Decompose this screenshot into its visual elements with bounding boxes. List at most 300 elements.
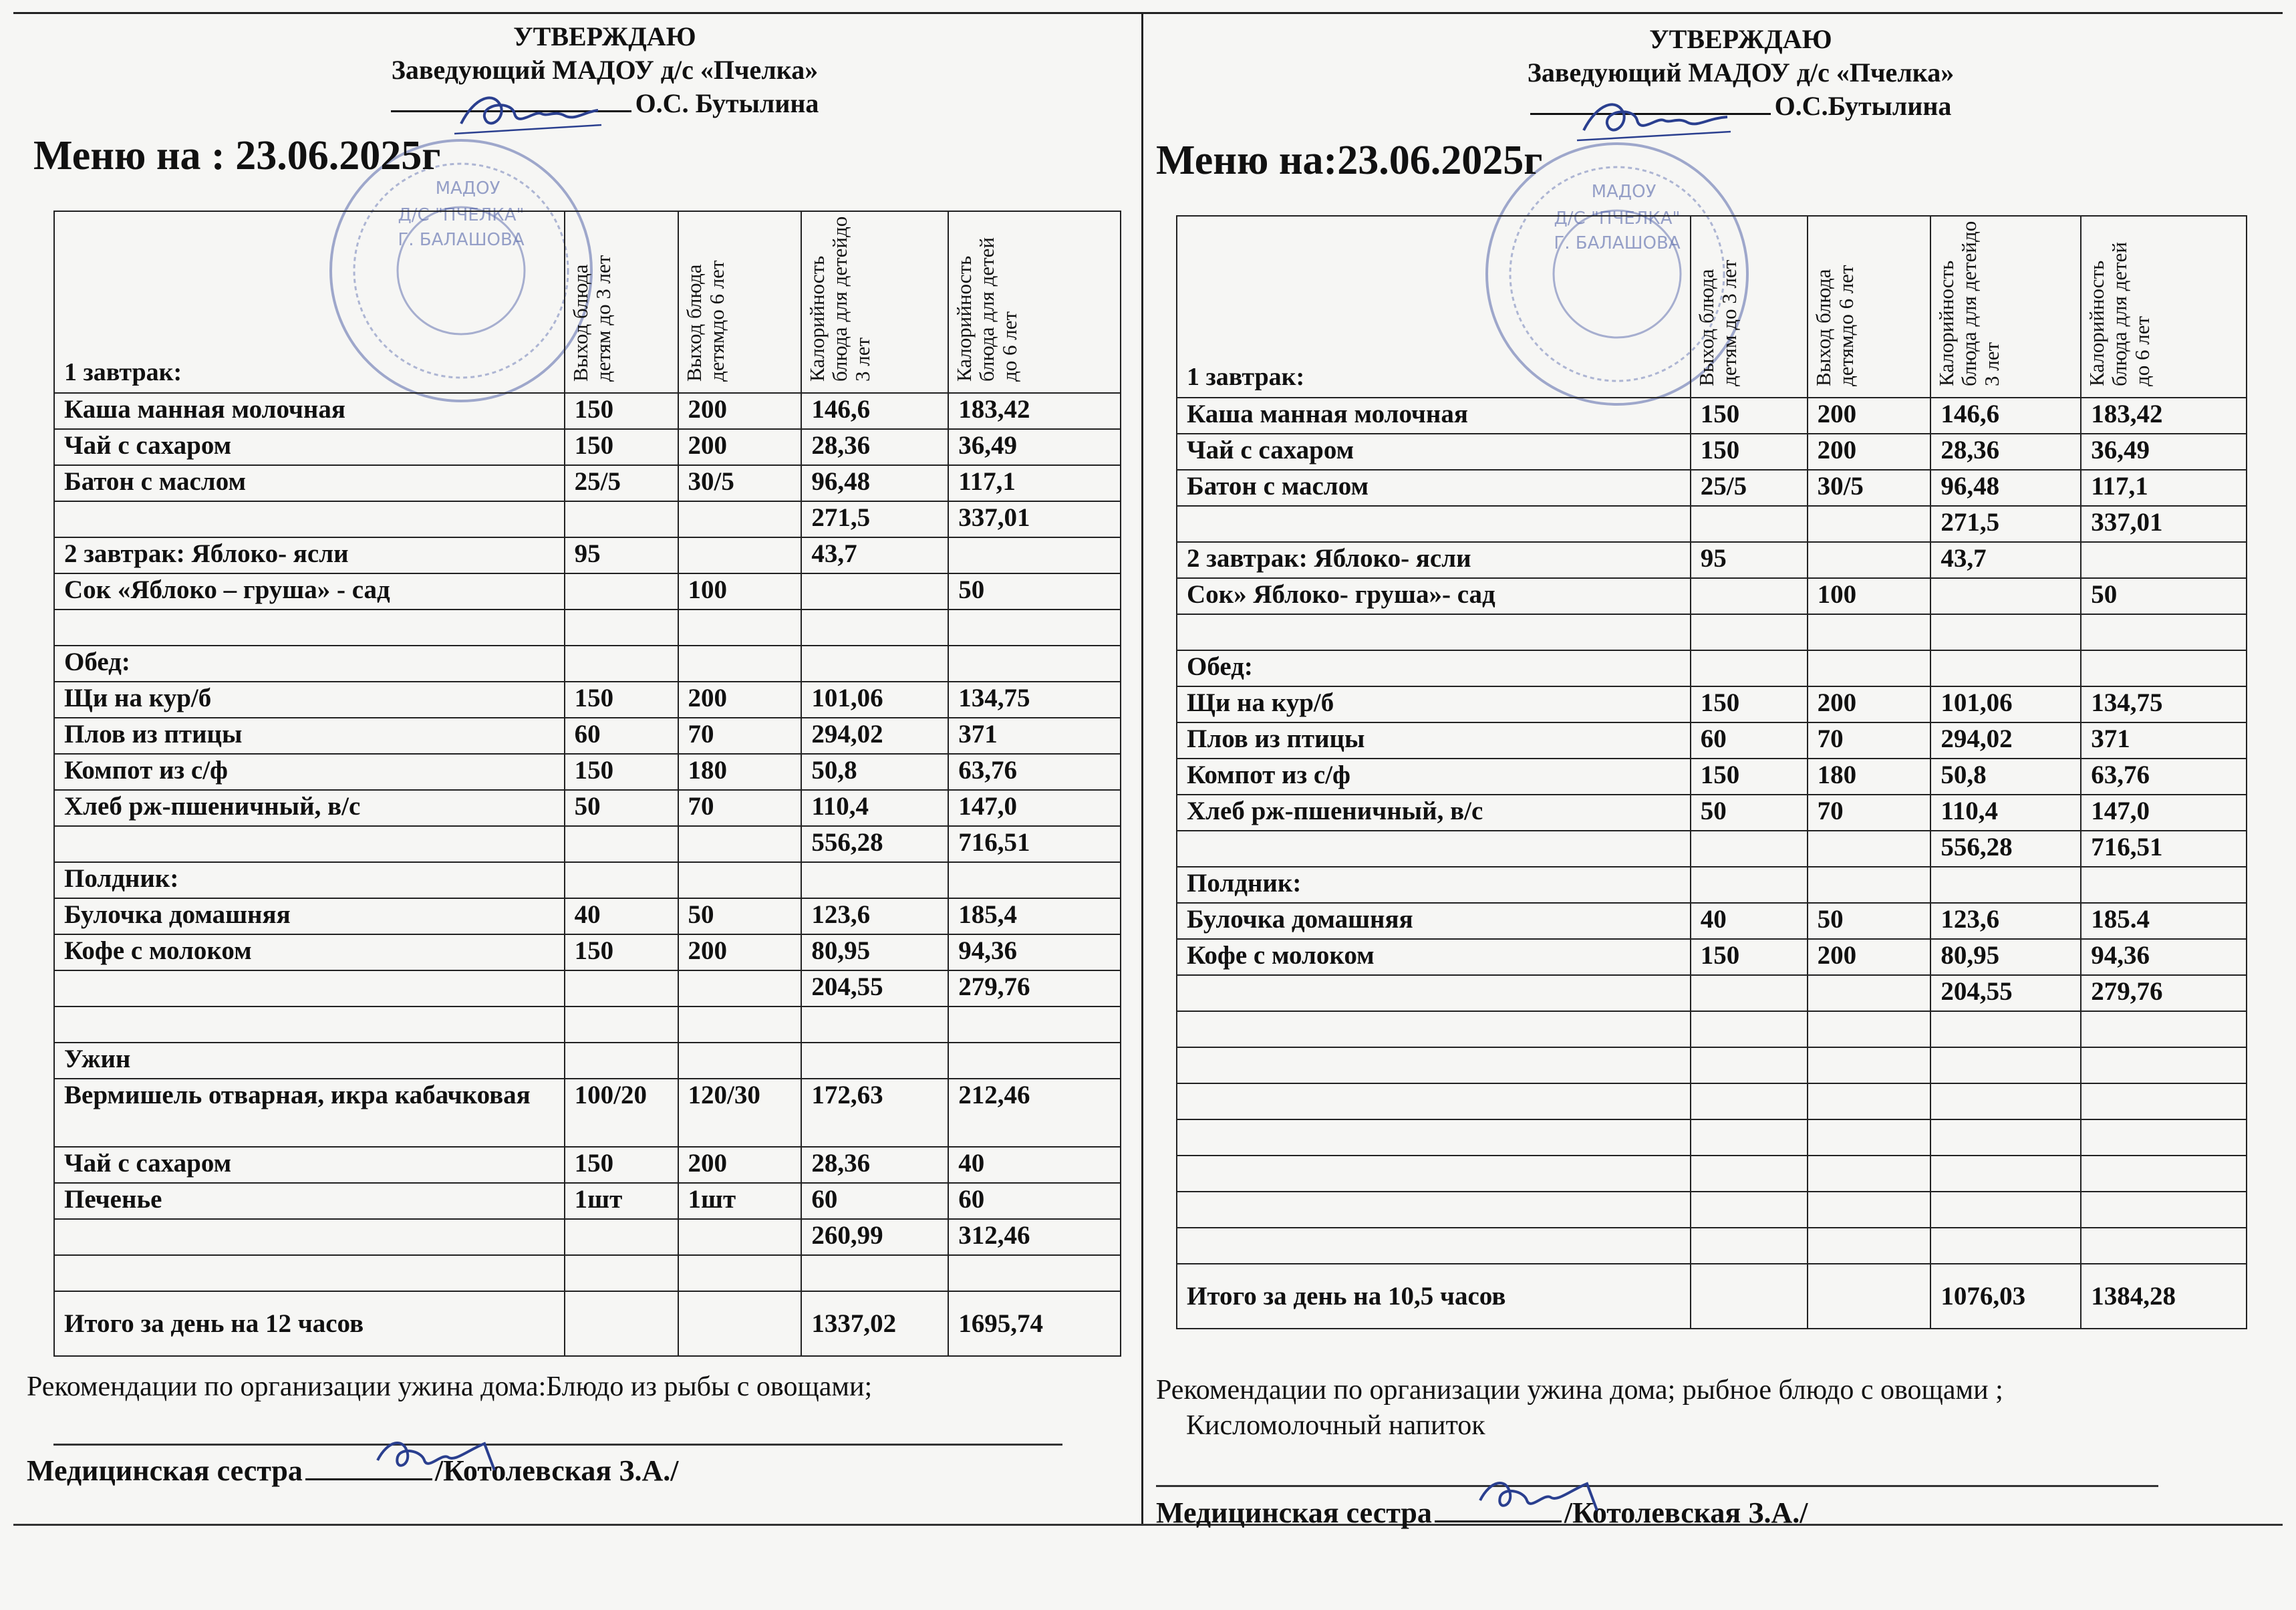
table-row bbox=[54, 1007, 1121, 1043]
value-cell bbox=[1691, 831, 1808, 867]
value-cell: 150 bbox=[565, 934, 678, 970]
menu-table bbox=[1176, 215, 2247, 1329]
column-header: Калорийность блюда для детей до 6 лет bbox=[948, 211, 1121, 393]
value-cell bbox=[801, 610, 948, 646]
value-cell bbox=[2081, 542, 2247, 578]
dish-name-cell: Хлеб рж-пшеничный, в/с bbox=[1177, 795, 1691, 831]
dish-name-cell bbox=[1177, 1011, 1691, 1047]
value-cell: 337,01 bbox=[2081, 506, 2247, 542]
value-cell bbox=[1930, 1192, 2081, 1228]
value-cell: 185.4 bbox=[2081, 903, 2247, 939]
nurse-signature-block bbox=[27, 1452, 678, 1488]
value-cell bbox=[1691, 650, 1808, 686]
table-row bbox=[54, 573, 1121, 610]
table-row bbox=[54, 718, 1121, 754]
value-cell bbox=[948, 610, 1121, 646]
table-row bbox=[54, 501, 1121, 537]
value-cell bbox=[565, 1219, 678, 1255]
value-cell: 150 bbox=[565, 754, 678, 790]
table-row bbox=[54, 393, 1121, 429]
value-cell: 80,95 bbox=[1930, 939, 2081, 975]
value-cell bbox=[678, 1255, 802, 1291]
value-cell bbox=[1808, 1192, 1931, 1228]
value-cell: 50 bbox=[948, 573, 1121, 610]
value-cell: 146,6 bbox=[1930, 398, 2081, 434]
value-cell bbox=[1691, 1228, 1808, 1264]
value-cell: 294,02 bbox=[1930, 722, 2081, 759]
value-cell: 150 bbox=[565, 1147, 678, 1183]
value-cell: 25/5 bbox=[565, 465, 678, 501]
dish-name-cell: Каша манная молочная bbox=[54, 393, 565, 429]
table-row bbox=[1177, 831, 2247, 867]
value-cell bbox=[1691, 506, 1808, 542]
dish-name-cell bbox=[1177, 1083, 1691, 1119]
value-cell: 60 bbox=[801, 1183, 948, 1219]
value-cell: 96,48 bbox=[1930, 470, 2081, 506]
column-header: Калорийность блюда для детей до 6 лет bbox=[2081, 216, 2247, 398]
value-cell: 63,76 bbox=[2081, 759, 2247, 795]
value-cell: 180 bbox=[1808, 759, 1931, 795]
dish-name-cell: Сок» Яблоко- груша»- сад bbox=[1177, 578, 1691, 614]
value-cell bbox=[801, 1255, 948, 1291]
seal-line-1: МАДОУ bbox=[435, 178, 500, 198]
value-cell: 117,1 bbox=[948, 465, 1121, 501]
value-cell: 110,4 bbox=[1930, 795, 2081, 831]
value-cell bbox=[2081, 614, 2247, 650]
dish-name-cell: Булочка домашняя bbox=[1177, 903, 1691, 939]
dish-name-cell bbox=[54, 1255, 565, 1291]
value-cell: 185,4 bbox=[948, 898, 1121, 934]
daily-total-row bbox=[54, 1291, 1121, 1356]
value-cell bbox=[1691, 1011, 1808, 1047]
dish-name-cell: Чай с сахаром bbox=[1177, 434, 1691, 470]
value-cell: 50 bbox=[678, 898, 802, 934]
value-cell: 50 bbox=[2081, 578, 2247, 614]
value-cell: 123,6 bbox=[801, 898, 948, 934]
value-cell: 1шт bbox=[565, 1183, 678, 1219]
value-cell: 200 bbox=[678, 934, 802, 970]
value-cell: 28,36 bbox=[1930, 434, 2081, 470]
value-cell: 716,51 bbox=[2081, 831, 2247, 867]
table-row bbox=[54, 1079, 1121, 1147]
value-cell: 70 bbox=[678, 790, 802, 826]
value-cell: 150 bbox=[1691, 939, 1808, 975]
value-cell: 60 bbox=[1691, 722, 1808, 759]
value-cell bbox=[565, 826, 678, 862]
value-cell bbox=[1808, 1119, 1931, 1156]
value-cell bbox=[1691, 867, 1808, 903]
value-cell: 260,99 bbox=[801, 1219, 948, 1255]
value-cell: 95 bbox=[1691, 542, 1808, 578]
table-row bbox=[54, 682, 1121, 718]
value-cell: 36,49 bbox=[2081, 434, 2247, 470]
value-cell bbox=[1691, 1156, 1808, 1192]
value-cell: 101,06 bbox=[1930, 686, 2081, 722]
seal-line-2: Д/С "ПЧЕЛКА" bbox=[398, 205, 525, 225]
value-cell bbox=[948, 1255, 1121, 1291]
table-row bbox=[54, 429, 1121, 465]
value-cell bbox=[678, 970, 802, 1007]
dish-name-cell: Хлеб рж-пшеничный, в/с bbox=[54, 790, 565, 826]
value-cell bbox=[565, 970, 678, 1007]
value-cell: 40 bbox=[1691, 903, 1808, 939]
table-header-row bbox=[54, 211, 1121, 393]
value-cell: 50 bbox=[565, 790, 678, 826]
dish-name-cell bbox=[1177, 506, 1691, 542]
dish-name-cell: Полдник: bbox=[1177, 867, 1691, 903]
table-row bbox=[54, 465, 1121, 501]
table-row bbox=[54, 1219, 1121, 1255]
column-header: Выход блюда детям до 3 лет bbox=[1691, 216, 1808, 398]
dish-name-cell: Щи на кур/б bbox=[54, 682, 565, 718]
value-cell: 150 bbox=[565, 393, 678, 429]
value-cell: 96,48 bbox=[801, 465, 948, 501]
value-cell bbox=[2081, 1011, 2247, 1047]
total-label-cell: Итого за день на 10,5 часов bbox=[1177, 1264, 1691, 1329]
dish-name-cell bbox=[54, 970, 565, 1007]
approver-name: О.С. Бутылина bbox=[635, 88, 819, 118]
dish-name-cell bbox=[1177, 1228, 1691, 1264]
value-cell: 150 bbox=[1691, 759, 1808, 795]
total-value-cell: 1337,02 bbox=[801, 1291, 948, 1356]
value-cell bbox=[948, 537, 1121, 573]
table-row bbox=[1177, 1047, 2247, 1083]
seal-line-3: Г. БАЛАШОВА bbox=[398, 230, 525, 250]
value-cell bbox=[565, 862, 678, 898]
value-cell: 50 bbox=[1691, 795, 1808, 831]
table-row bbox=[54, 970, 1121, 1007]
top-border-line bbox=[13, 12, 2283, 14]
approval-position: Заведующий МАДОУ д/с «Пчелка» bbox=[1527, 57, 1955, 88]
value-cell bbox=[565, 1007, 678, 1043]
value-cell bbox=[2081, 650, 2247, 686]
table-row bbox=[54, 790, 1121, 826]
value-cell bbox=[565, 573, 678, 610]
value-cell: 60 bbox=[948, 1183, 1121, 1219]
menu-date-title: Меню на:23.06.2025г bbox=[1156, 138, 1543, 183]
dish-name-cell: Компот из с/ф bbox=[54, 754, 565, 790]
table-header-row bbox=[1177, 216, 2247, 398]
total-value-cell: 1076,03 bbox=[1930, 1264, 2081, 1329]
value-cell: 117,1 bbox=[2081, 470, 2247, 506]
dish-name-cell: Печенье bbox=[54, 1183, 565, 1219]
value-cell bbox=[678, 537, 802, 573]
value-cell bbox=[1808, 614, 1931, 650]
section-header: 1 завтрак: bbox=[1177, 216, 1691, 398]
dish-name-cell bbox=[54, 501, 565, 537]
value-cell: 134,75 bbox=[948, 682, 1121, 718]
value-cell bbox=[565, 646, 678, 682]
recommendation-underline bbox=[1156, 1485, 2158, 1487]
value-cell bbox=[1930, 578, 2081, 614]
value-cell bbox=[1930, 614, 2081, 650]
value-cell: 204,55 bbox=[1930, 975, 2081, 1011]
dinner-recommendation: Рекомендации по организации ужина дома:Блюдо из рыбы с овощами; bbox=[27, 1371, 873, 1402]
dish-name-cell: Щи на кур/б bbox=[1177, 686, 1691, 722]
value-cell bbox=[678, 1219, 802, 1255]
table-row bbox=[1177, 722, 2247, 759]
value-cell bbox=[678, 646, 802, 682]
table-row bbox=[1177, 398, 2247, 434]
dish-name-cell: Чай с сахаром bbox=[54, 429, 565, 465]
value-cell: 94,36 bbox=[2081, 939, 2247, 975]
recommendation-underline bbox=[53, 1444, 1062, 1446]
value-cell: 123,6 bbox=[1930, 903, 2081, 939]
total-label-cell: Итого за день на 12 часов bbox=[54, 1291, 565, 1356]
value-cell: 146,6 bbox=[801, 393, 948, 429]
value-cell bbox=[1808, 975, 1931, 1011]
value-cell: 70 bbox=[1808, 795, 1931, 831]
dish-name-cell: Вермишель отварная, икра кабачковая bbox=[54, 1079, 565, 1147]
value-cell bbox=[801, 646, 948, 682]
value-cell: 200 bbox=[678, 393, 802, 429]
dish-name-cell bbox=[54, 1219, 565, 1255]
nurse-signature-image bbox=[1470, 1470, 1604, 1524]
value-cell bbox=[1808, 506, 1931, 542]
value-cell: 279,76 bbox=[948, 970, 1121, 1007]
value-cell: 204,55 bbox=[801, 970, 948, 1007]
value-cell: 150 bbox=[565, 429, 678, 465]
value-cell: 94,36 bbox=[948, 934, 1121, 970]
table-row bbox=[54, 1147, 1121, 1183]
value-cell: 556,28 bbox=[801, 826, 948, 862]
value-cell bbox=[2081, 1156, 2247, 1192]
value-cell: 30/5 bbox=[1808, 470, 1931, 506]
table-row bbox=[1177, 903, 2247, 939]
dish-name-cell: Каша манная молочная bbox=[1177, 398, 1691, 434]
dinner-recommendation: Рекомендации по организации ужина дома; рыбное блюдо с овощами ; bbox=[1156, 1375, 2003, 1405]
table-row bbox=[1177, 470, 2247, 506]
seal-line-1: МАДОУ bbox=[1591, 182, 1657, 202]
value-cell: 200 bbox=[1808, 939, 1931, 975]
value-cell: 147,0 bbox=[948, 790, 1121, 826]
dish-name-cell bbox=[54, 826, 565, 862]
value-cell: 212,46 bbox=[948, 1079, 1121, 1147]
daily-total-row bbox=[1177, 1264, 2247, 1329]
total-value-cell bbox=[1808, 1264, 1931, 1329]
value-cell bbox=[1930, 1011, 2081, 1047]
value-cell: 200 bbox=[1808, 434, 1931, 470]
value-cell bbox=[678, 1007, 802, 1043]
bottom-border-line bbox=[13, 1524, 2283, 1526]
value-cell bbox=[801, 862, 948, 898]
value-cell: 312,46 bbox=[948, 1219, 1121, 1255]
dinner-recommendation-continued: Кисломолочный напиток bbox=[1186, 1410, 1485, 1441]
value-cell: 50 bbox=[1808, 903, 1931, 939]
value-cell bbox=[1930, 1156, 2081, 1192]
menu-table bbox=[53, 211, 1121, 1357]
value-cell bbox=[1691, 1119, 1808, 1156]
value-cell: 40 bbox=[565, 898, 678, 934]
dish-name-cell: Батон с маслом bbox=[1177, 470, 1691, 506]
nurse-label: Медицинская сестра bbox=[27, 1454, 303, 1487]
table-row bbox=[1177, 614, 2247, 650]
table-row bbox=[54, 898, 1121, 934]
table-row bbox=[54, 862, 1121, 898]
value-cell: 337,01 bbox=[948, 501, 1121, 537]
value-cell: 25/5 bbox=[1691, 470, 1808, 506]
table-row bbox=[1177, 1083, 2247, 1119]
value-cell: 36,49 bbox=[948, 429, 1121, 465]
dish-name-cell bbox=[1177, 614, 1691, 650]
approval-title: УТВЕРЖДАЮ bbox=[513, 21, 696, 51]
value-cell: 63,76 bbox=[948, 754, 1121, 790]
table-row bbox=[1177, 506, 2247, 542]
value-cell: 50,8 bbox=[801, 754, 948, 790]
value-cell bbox=[565, 1255, 678, 1291]
value-cell: 371 bbox=[2081, 722, 2247, 759]
value-cell bbox=[2081, 1083, 2247, 1119]
value-cell: 271,5 bbox=[1930, 506, 2081, 542]
approver-name: О.С.Бутылина bbox=[1774, 91, 1952, 121]
table-row bbox=[1177, 1156, 2247, 1192]
column-header: Калорийность блюда для детейдо 3 лет bbox=[801, 211, 948, 393]
table-row bbox=[54, 1183, 1121, 1219]
nurse-signature-image bbox=[368, 1430, 501, 1484]
value-cell bbox=[1691, 578, 1808, 614]
table-row bbox=[54, 1255, 1121, 1291]
table-row bbox=[1177, 759, 2247, 795]
table-row bbox=[1177, 1192, 2247, 1228]
dish-name-cell: 2 завтрак: Яблоко- ясли bbox=[1177, 542, 1691, 578]
value-cell: 95 bbox=[565, 537, 678, 573]
column-header: Выход блюда детям до 3 лет bbox=[565, 211, 678, 393]
value-cell bbox=[1691, 1047, 1808, 1083]
value-cell bbox=[1808, 867, 1931, 903]
value-cell: 40 bbox=[948, 1147, 1121, 1183]
value-cell bbox=[948, 646, 1121, 682]
menu-table-body bbox=[1177, 398, 2247, 1329]
value-cell bbox=[1808, 1156, 1931, 1192]
dish-name-cell: Обед: bbox=[54, 646, 565, 682]
dish-name-cell: Кофе с молоком bbox=[54, 934, 565, 970]
total-value-cell: 1384,28 bbox=[2081, 1264, 2247, 1329]
value-cell: 120/30 bbox=[678, 1079, 802, 1147]
value-cell bbox=[2081, 1047, 2247, 1083]
approval-position: Заведующий МАДОУ д/с «Пчелка» bbox=[391, 55, 819, 85]
dish-name-cell bbox=[1177, 1047, 1691, 1083]
value-cell: 30/5 bbox=[678, 465, 802, 501]
table-row bbox=[1177, 1011, 2247, 1047]
value-cell: 43,7 bbox=[1930, 542, 2081, 578]
dish-name-cell: Батон с маслом bbox=[54, 465, 565, 501]
table-row bbox=[54, 826, 1121, 862]
dish-name-cell: Чай с сахаром bbox=[54, 1147, 565, 1183]
value-cell: 271,5 bbox=[801, 501, 948, 537]
dish-name-cell bbox=[1177, 1192, 1691, 1228]
value-cell bbox=[948, 862, 1121, 898]
value-cell bbox=[1691, 1192, 1808, 1228]
table-row bbox=[1177, 1119, 2247, 1156]
value-cell: 150 bbox=[1691, 686, 1808, 722]
value-cell bbox=[678, 610, 802, 646]
menu-table-body bbox=[54, 393, 1121, 1356]
value-cell: 716,51 bbox=[948, 826, 1121, 862]
value-cell bbox=[1930, 1083, 2081, 1119]
table-row bbox=[54, 754, 1121, 790]
value-cell bbox=[1808, 1228, 1931, 1264]
value-cell bbox=[1808, 542, 1931, 578]
value-cell bbox=[678, 862, 802, 898]
dish-name-cell: Булочка домашняя bbox=[54, 898, 565, 934]
value-cell: 279,76 bbox=[2081, 975, 2247, 1011]
dish-name-cell bbox=[1177, 1119, 1691, 1156]
value-cell: 100 bbox=[678, 573, 802, 610]
value-cell bbox=[801, 1043, 948, 1079]
dish-name-cell: Компот из с/ф bbox=[1177, 759, 1691, 795]
table-row bbox=[1177, 1228, 2247, 1264]
value-cell: 150 bbox=[565, 682, 678, 718]
total-value-cell bbox=[1691, 1264, 1808, 1329]
total-value-cell bbox=[678, 1291, 802, 1356]
value-cell: 200 bbox=[678, 429, 802, 465]
column-header: Выход блюда детямдо 6 лет bbox=[678, 211, 802, 393]
dish-name-cell bbox=[1177, 975, 1691, 1011]
value-cell: 183,42 bbox=[948, 393, 1121, 429]
table-row bbox=[1177, 578, 2247, 614]
table-row bbox=[1177, 686, 2247, 722]
value-cell bbox=[1930, 1119, 2081, 1156]
value-cell: 110,4 bbox=[801, 790, 948, 826]
table-row bbox=[54, 646, 1121, 682]
value-cell bbox=[1808, 831, 1931, 867]
value-cell: 200 bbox=[1808, 686, 1931, 722]
total-value-cell: 1695,74 bbox=[948, 1291, 1121, 1356]
menu-date-title: Меню на : 23.06.2025г bbox=[33, 133, 441, 178]
value-cell bbox=[1930, 650, 2081, 686]
value-cell bbox=[2081, 1228, 2247, 1264]
dish-name-cell bbox=[54, 1007, 565, 1043]
nurse-name: /Котолевская З.А./ bbox=[1564, 1496, 1808, 1529]
dish-name-cell: Кофе с молоком bbox=[1177, 939, 1691, 975]
value-cell bbox=[678, 1043, 802, 1079]
dish-name-cell: Полдник: bbox=[54, 862, 565, 898]
value-cell: 50,8 bbox=[1930, 759, 2081, 795]
table-row bbox=[1177, 795, 2247, 831]
column-header: Калорийность блюда для детейдо 3 лет bbox=[1930, 216, 2081, 398]
table-row bbox=[1177, 650, 2247, 686]
value-cell bbox=[2081, 867, 2247, 903]
value-cell bbox=[1691, 614, 1808, 650]
value-cell: 147,0 bbox=[2081, 795, 2247, 831]
value-cell bbox=[948, 1043, 1121, 1079]
approval-title: УТВЕРЖДАЮ bbox=[1649, 24, 1832, 54]
dish-name-cell bbox=[54, 610, 565, 646]
value-cell: 100/20 bbox=[565, 1079, 678, 1147]
value-cell: 43,7 bbox=[801, 537, 948, 573]
dish-name-cell bbox=[1177, 1156, 1691, 1192]
table-row bbox=[54, 934, 1121, 970]
value-cell: 200 bbox=[678, 682, 802, 718]
seal-line-3: Г. БАЛАШОВА bbox=[1554, 233, 1681, 253]
value-cell bbox=[1930, 1228, 2081, 1264]
value-cell bbox=[1808, 1011, 1931, 1047]
value-cell: 150 bbox=[1691, 434, 1808, 470]
value-cell: 100 bbox=[1808, 578, 1931, 614]
value-cell: 150 bbox=[1691, 398, 1808, 434]
table-row bbox=[54, 1043, 1121, 1079]
value-cell bbox=[1930, 1047, 2081, 1083]
table-row bbox=[54, 537, 1121, 573]
value-cell bbox=[948, 1007, 1121, 1043]
value-cell bbox=[2081, 1192, 2247, 1228]
value-cell: 28,36 bbox=[801, 1147, 948, 1183]
dish-name-cell bbox=[1177, 831, 1691, 867]
table-row bbox=[1177, 434, 2247, 470]
dish-name-cell: Плов из птицы bbox=[1177, 722, 1691, 759]
dish-name-cell: Ужин bbox=[54, 1043, 565, 1079]
value-cell bbox=[1691, 1083, 1808, 1119]
